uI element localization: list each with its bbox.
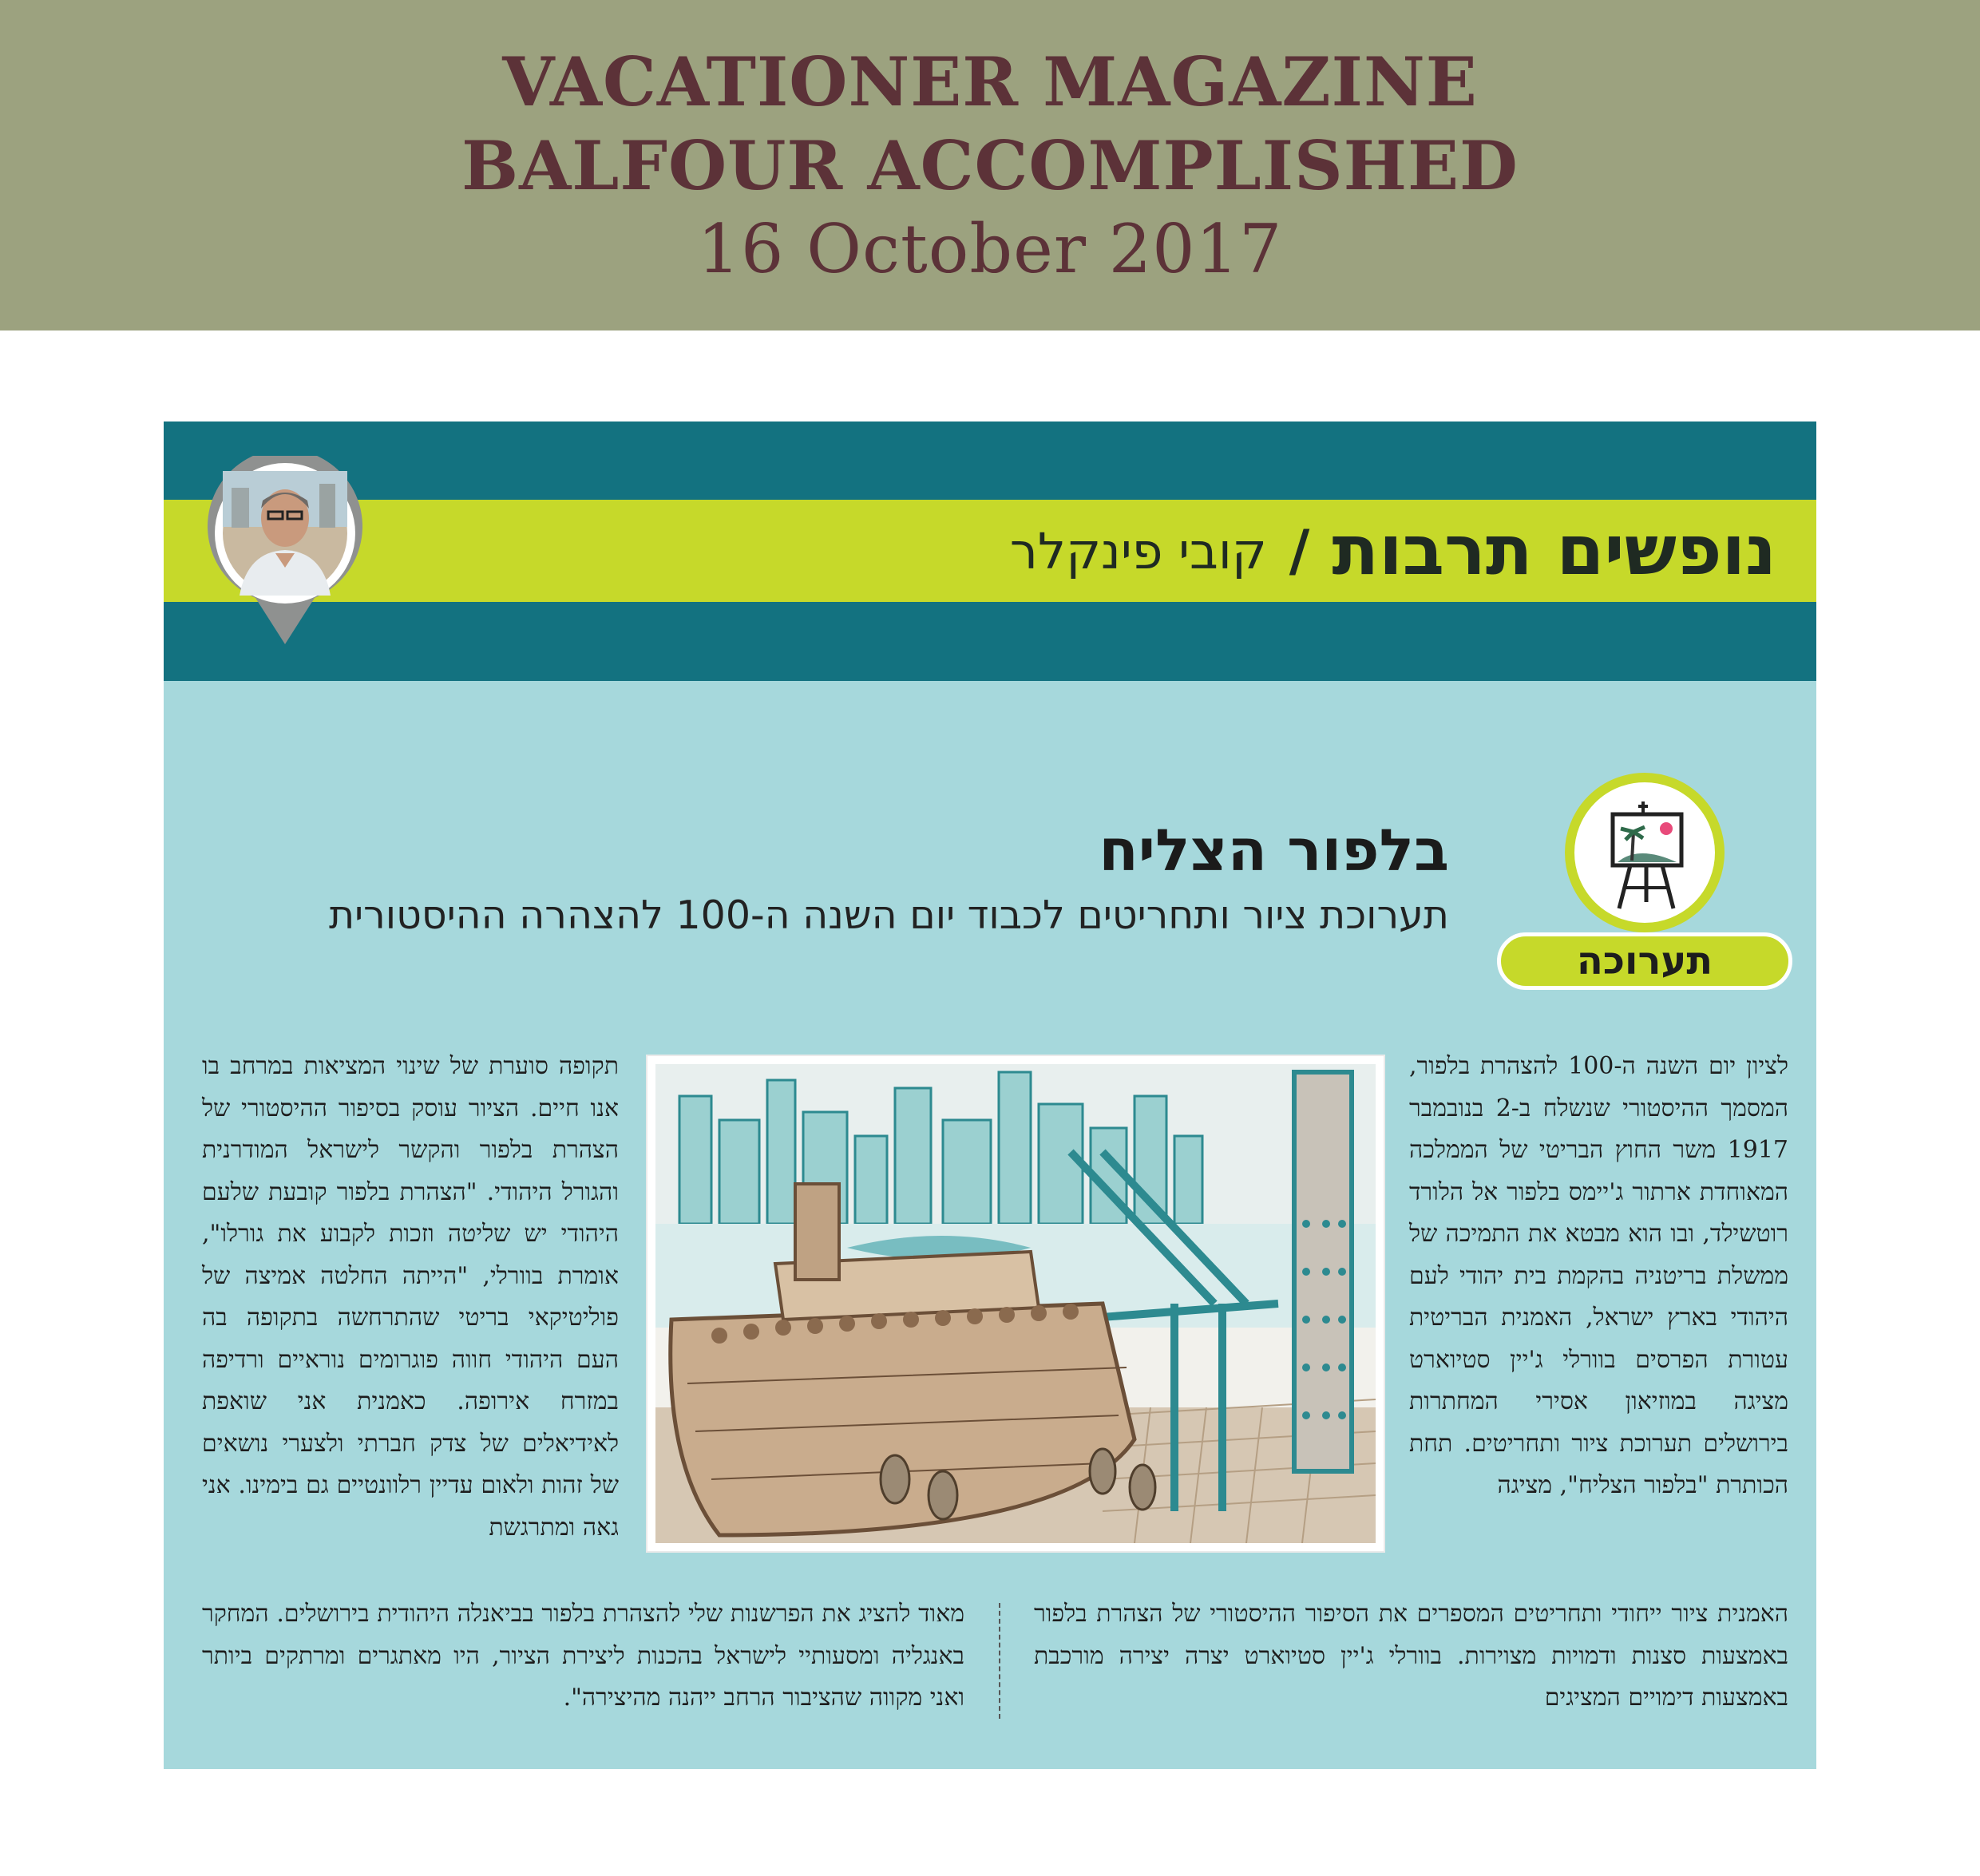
publication-date: 16 October 2017 bbox=[697, 209, 1283, 288]
article-subheadline: תערוכת ציור ותחריטים לכבוד יום השנה ה-100 להצהרה ההיסטורית bbox=[328, 892, 1449, 938]
body-bottom-left: מאוד להציג את הפרשנות שלי להצהרת בלפור בביאנלה היהודית בירושלים. המחקר באנגליה ומסעותיי לישראל בהכנות ליצירת הציור, היו מאתגרים ומרתקים ביותר ואני מקווה שהציבור הרחב ייהנה מהיצירה". bbox=[202, 1600, 964, 1712]
publication-title: VACATIONER MAGAZINE bbox=[502, 42, 1478, 121]
ship-harbor-painting bbox=[647, 1056, 1384, 1551]
page-header bbox=[0, 0, 1980, 330]
body-column-left: תקופה סוערת של שינוי המציאות במרחב בו אנו חיים. הציור עוסק בסיפור ההיסטורי של הצהרת בלפור והקשר לישראל המודרנית והגורל היהודי. "הצהרת בלפור קובעת שלעם היהודי יש שליטה וזכות לקבוע את גורלו", אומרת בוורלי, "הייתה החלטה אמיצה של פוליטיקאי בריטי שהתרחשה בתקופה בה העם היהודי חווה פוגרומים נוראיים ורדיפה במזרח אירופה. כאמנית אני שואפת לאידיאלים של צדק חברתי ולצערי נושאים של זהות ולאום עדיין רלוונטיים גם בימינו. אני גאה ומתרגשת bbox=[202, 1052, 619, 1542]
easel-painting-icon bbox=[1565, 773, 1725, 932]
exhibition-badge bbox=[1497, 773, 1792, 1036]
section-heading bbox=[1010, 506, 1776, 596]
section-separator: / bbox=[1289, 518, 1310, 584]
exhibition-label: תערוכה bbox=[1497, 932, 1792, 990]
section-name: נופשים תרבות bbox=[1332, 511, 1776, 591]
body-bottom-right: האמנית ציור ייחודי ותחריטים המספרים את הסיפור ההיסטורי של הצהרת בלפור באמצעות סצנות ודמויות מצוירות. בוורלי ג'יין סטיוארט יצרה יצירה מורכבת באמצעות דימויים המציגים bbox=[1034, 1600, 1788, 1712]
author-photo-pin-icon bbox=[208, 456, 363, 647]
author-name: קובי פינקלר bbox=[1009, 521, 1267, 580]
article-title: BALFOUR ACCOMPLISHED bbox=[461, 125, 1519, 205]
column-divider bbox=[999, 1603, 1000, 1719]
article-headline: בלפור הצליח bbox=[1099, 817, 1449, 884]
body-column-right: לציון יום השנה ה-100 להצהרת בלפור, המסמך ההיסטורי שנשלח ב-2 בנובמבר 1917 משר החוץ הבריטי של הממלכה המאוחדת ארתור ג'יימס בלפור אל הלורד רוטשילד, ובו הוא מבטא את התמיכה של ממשלת בריטניה בהקמת בית יהודי לעם היהודי בארץ ישראל, האמנית הבריטית עטורת הפרסים בוורלי ג'יין סטיוארט מציגה במוזיאון אסירי המחתרות בירושלים תערוכת ציור ותחריטים. תחת הכותרת "בלפור הצליח", מציגה bbox=[1409, 1052, 1788, 1499]
newspaper-clipping bbox=[164, 422, 1816, 1769]
